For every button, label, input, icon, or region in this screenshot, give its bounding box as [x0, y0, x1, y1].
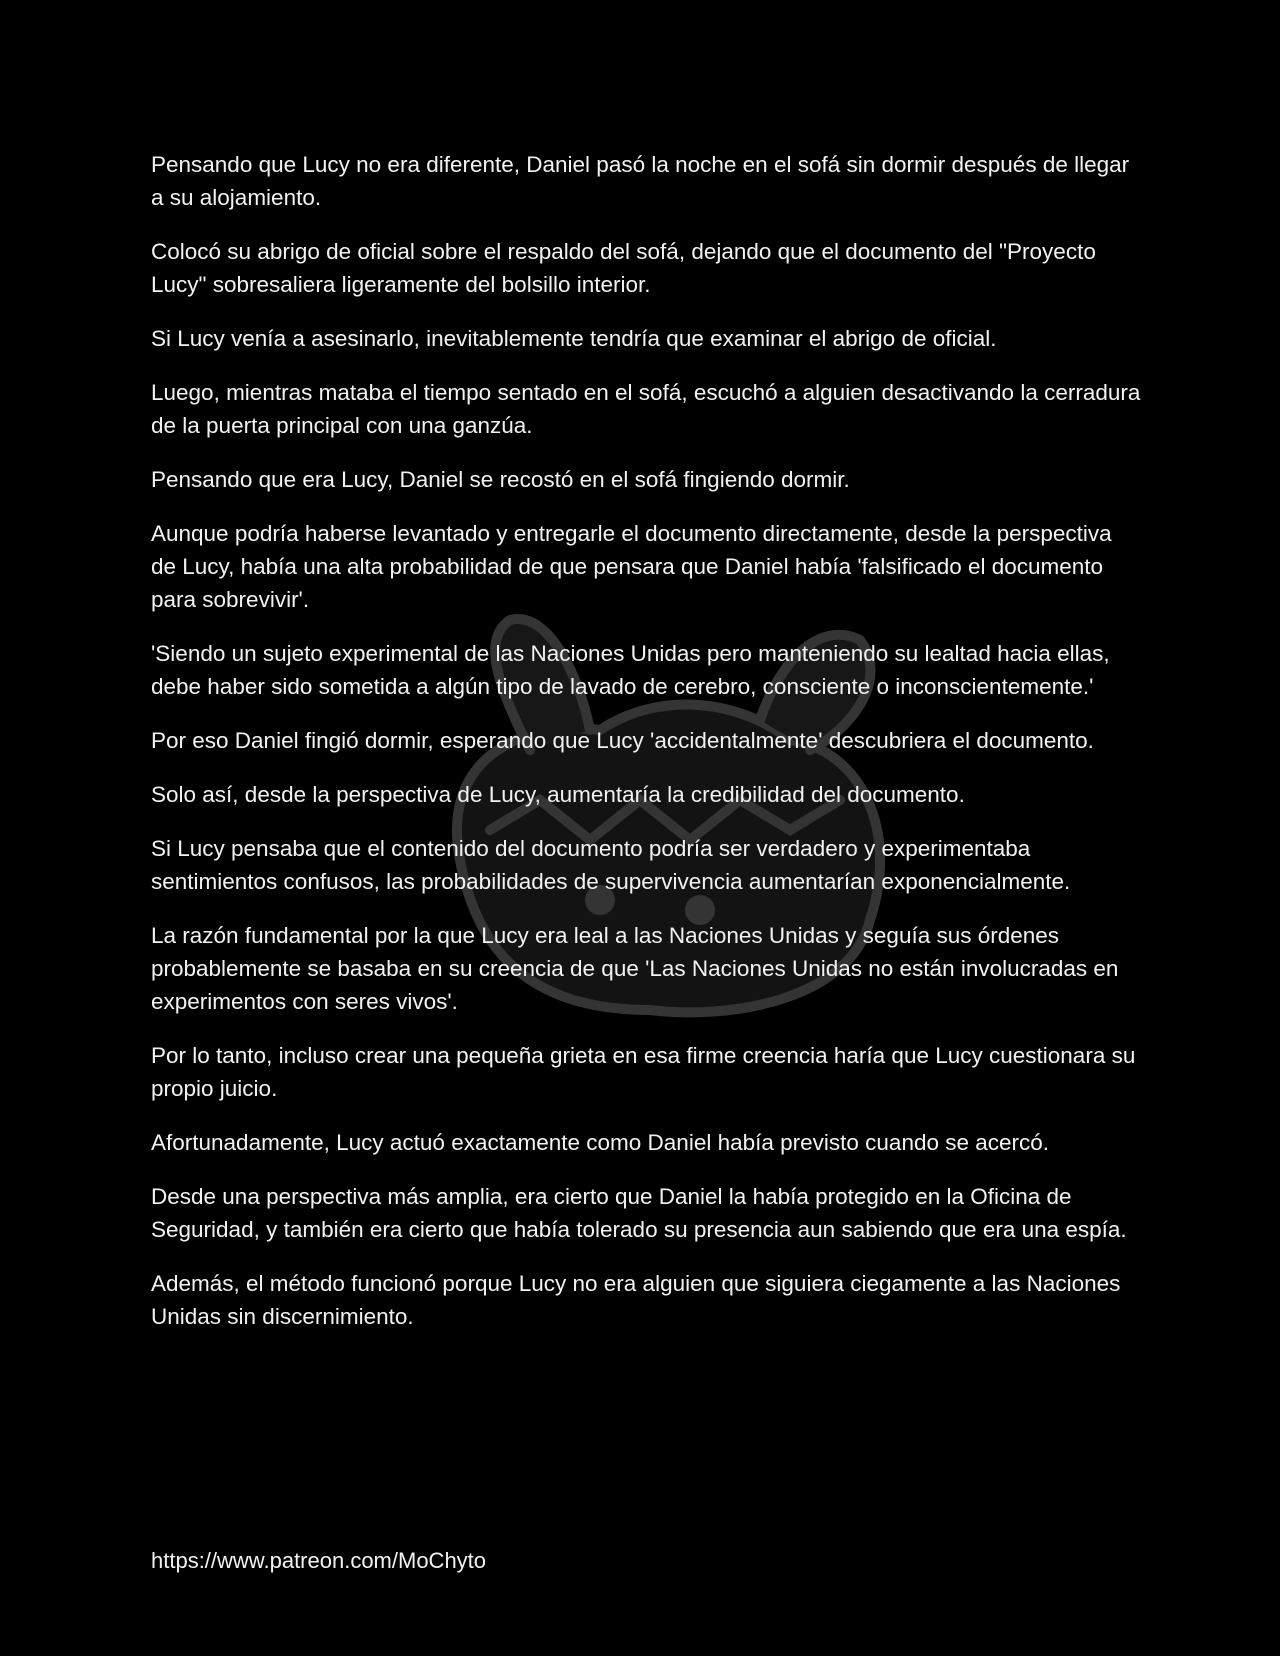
paragraph: Pensando que Lucy no era diferente, Daniel pasó la noche en el sofá sin dormir después de llegar a su alojamiento. — [151, 152, 1130, 210]
paragraph: Luego, mientras mataba el tiempo sentado en el sofá, escuchó a alguien desactivando la cerradura de la puerta principal con una ganzúa. — [151, 380, 1141, 438]
paragraph: Por lo tanto, incluso crear una pequeña grieta en esa firme creencia haría que Lucy cuestionara su propio juicio. — [151, 1043, 1136, 1101]
paragraph: Solo así, desde la perspectiva de Lucy, aumentaría la credibilidad del documento. — [151, 782, 965, 807]
paragraph: Aunque podría haberse levantado y entregarle el documento directamente, desde la perspectiva de Lucy, había una alta probabilidad de que pensara que Daniel había 'falsificado el documento para sobrevivir'. — [151, 521, 1112, 612]
paragraph: Por eso Daniel fingió dormir, esperando que Lucy 'accidentalmente' descubriera el documento. — [151, 728, 1094, 753]
paragraph: Desde una perspectiva más amplia, era cierto que Daniel la había protegido en la Oficina de Seguridad, y también era cierto que había tolerado su presencia aun sabiendo que era una espía. — [151, 1184, 1127, 1242]
paragraph: Si Lucy venía a asesinarlo, inevitablemente tendría que examinar el abrigo de oficial. — [151, 326, 997, 351]
paragraph: 'Siendo un sujeto experimental de las Naciones Unidas pero manteniendo su lealtad hacia ellas, debe haber sido sometida a algún tipo de lavado de cerebro, consciente o inconscientemente.' — [151, 641, 1110, 699]
paragraph: Pensando que era Lucy, Daniel se recostó en el sofá fingiendo dormir. — [151, 467, 850, 492]
paragraph: Afortunadamente, Lucy actuó exactamente como Daniel había previsto cuando se acercó. — [151, 1130, 1050, 1155]
document-body — [151, 148, 1141, 1354]
paragraph: Además, el método funcionó porque Lucy no era alguien que siguiera ciegamente a las Naciones Unidas sin discernimiento. — [151, 1271, 1121, 1329]
paragraph: Si Lucy pensaba que el contenido del documento podría ser verdadero y experimentaba sentimientos confusos, las probabilidades de supervivencia aumentarían exponencialmente. — [151, 836, 1071, 894]
patreon-link[interactable]: https://www.patreon.com/MoChyto — [151, 1548, 487, 1573]
paragraph: La razón fundamental por la que Lucy era leal a las Naciones Unidas y seguía sus órdenes probablemente se basaba en su creencia de que 'Las Naciones Unidas no están involucradas en experimentos con seres vivos'. — [151, 923, 1119, 1014]
paragraph: Colocó su abrigo de oficial sobre el respaldo del sofá, dejando que el documento del "Proyecto Lucy" sobresaliera ligeramente del bolsillo interior. — [151, 239, 1096, 297]
